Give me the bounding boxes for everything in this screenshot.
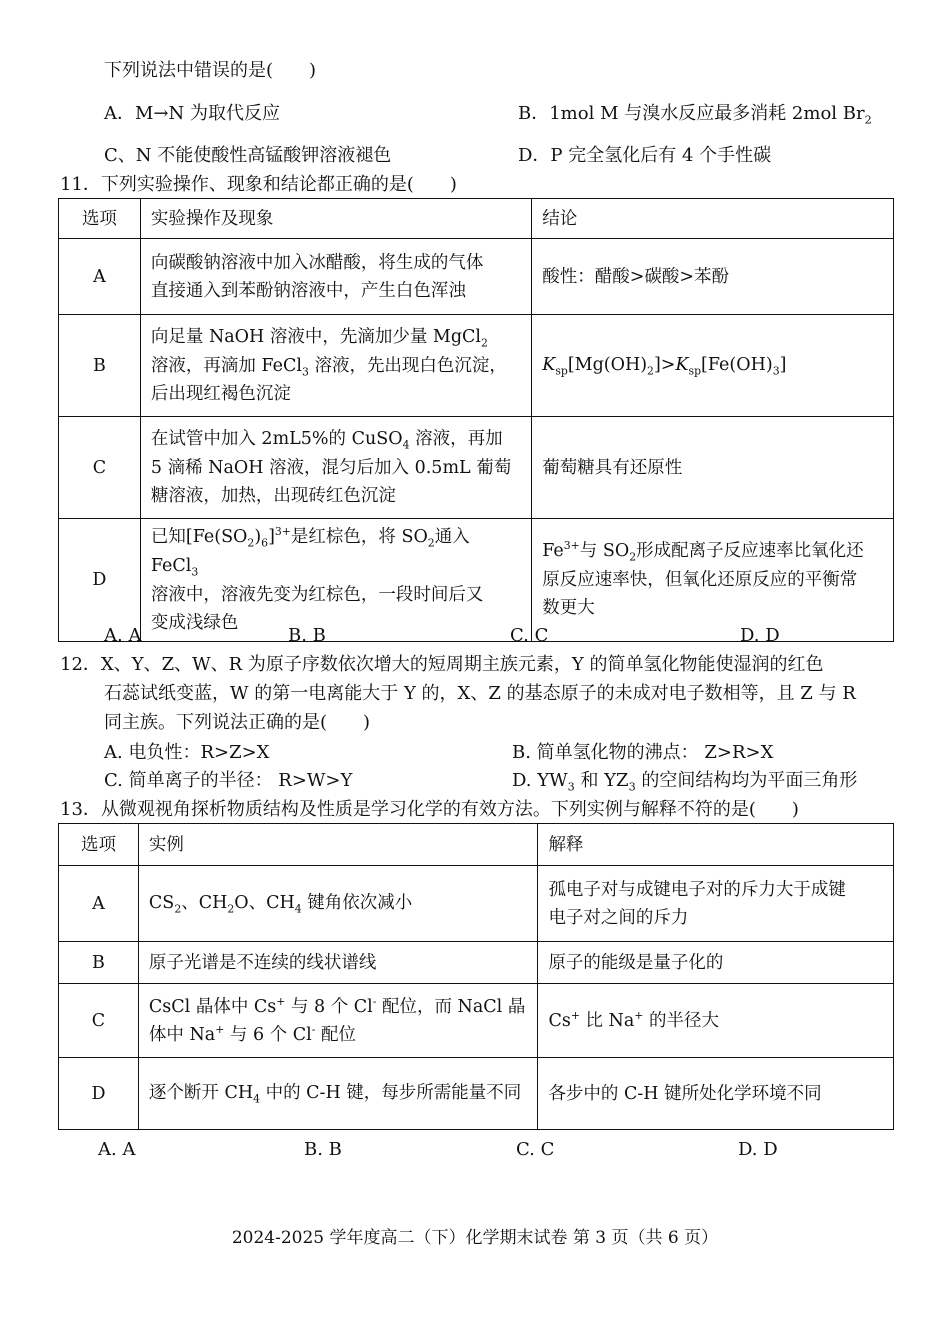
- q13-row-b: [59, 942, 894, 984]
- q11-answer-b: B. B: [288, 625, 326, 646]
- q12-option-a: A. 电负性：R>Z>X: [104, 742, 270, 763]
- q11-header-operation: 实验操作及现象: [140, 199, 531, 239]
- q11-header-option: 选项: [59, 199, 141, 239]
- q13-header-explanation: 解释: [538, 824, 894, 866]
- q11-answer-c: C. C: [510, 625, 549, 646]
- q11-stem: 11．下列实验操作、现象和结论都正确的是( ): [60, 174, 457, 195]
- q11-row-a-operation: 向碳酸钠溶液中加入冰醋酸，将生成的气体 直接通入到苯酚钠溶液中，产生白色浑浊: [140, 239, 531, 315]
- q13-answer-c: C. C: [516, 1139, 555, 1160]
- q11-answer-a: A. A: [104, 625, 142, 646]
- q13-header-row: [59, 824, 894, 866]
- page-footer: 2024-2025 学年度高二（下）化学期末试卷 第 3 页（共 6 页）: [231, 1228, 719, 1248]
- q13-row-d-explanation: 各步中的 C-H 键所处化学环境不同: [538, 1058, 894, 1130]
- q12-option-d: D. $YW_3$ 和 $YZ_3$ 的空间结构均为平面三角形: [512, 770, 858, 794]
- q11-answer-d: D. D: [740, 625, 780, 646]
- q11-row-d-key: D: [59, 519, 141, 642]
- q11-row-b-key: B: [59, 315, 141, 417]
- q12-stem-line-2: 石蕊试纸变蓝，W 的第一电离能大于 Y 的，X、Z 的基态原子的未成对电子数相等，且 Z 与 R: [104, 683, 856, 704]
- q11-row-c: [59, 417, 894, 519]
- q13-answer-b: B. B: [304, 1139, 342, 1160]
- q11-row-d-conclusion: $Fe^{3+}$与 $SO_2$形成配离子反应速率比氧化还 原反应速率快，但氧化还原反应的平衡常 数更大: [532, 519, 894, 642]
- q13-row-a-explanation: 孤电子对与成键电子对的斥力大于成键 电子对之间的斥力: [538, 866, 894, 942]
- q13-row-a: [59, 866, 894, 942]
- q10-option-c: C、N 不能使酸性高锰酸钾溶液褪色: [104, 145, 392, 166]
- q11-row-a-conclusion: 酸性：醋酸>碳酸>苯酚: [532, 239, 894, 315]
- q13-row-d-example: 逐个断开 $CH_4$ 中的 C-H 键，每步所需能量不同: [138, 1058, 538, 1130]
- q11-row-c-conclusion: 葡萄糖具有还原性: [532, 417, 894, 519]
- q13-row-c-key: C: [59, 984, 139, 1058]
- q13-header-example: 实例: [138, 824, 538, 866]
- q10-option-d: D．P 完全氢化后有 4 个手性碳: [518, 145, 772, 166]
- q13-row-c-example: CsCl 晶体中 Cs+ 与 8 个 Cl- 配位，而 NaCl 晶 体中 Na+ 与 6 个 Cl- 配位: [138, 984, 538, 1058]
- q13-header-option: 选项: [59, 824, 139, 866]
- q10-option-b: B．1mol M 与溴水反应最多消耗 2mol $Br_2$: [518, 103, 872, 127]
- q13-row-a-example: $CS_2$、$CH_2O$、$CH_4$ 键角依次减小: [138, 866, 538, 942]
- q11-row-d-operation: 已知$[Fe(SO_2)_6]^{3+}$是红棕色，将 $SO_2$通入 FeCl$_3$ 溶液中，溶液先变为红棕色，一段时间后又 变成浅绿色: [140, 519, 531, 642]
- q13-row-c-explanation: Cs+ 比 Na+ 的半径大: [538, 984, 894, 1058]
- q11-row-c-operation: 在试管中加入 2mL5%的 CuSO$_4$ 溶液，再加 5 滴稀 NaOH 溶液，混匀后加入 0.5mL 葡萄 糖溶液，加热，出现砖红色沉淀: [140, 417, 531, 519]
- q13-row-b-example: 原子光谱是不连续的线状谱线: [138, 942, 538, 984]
- q13-row-d: [59, 1058, 894, 1130]
- q13-row-d-key: D: [59, 1058, 139, 1130]
- q11-row-a-key: A: [59, 239, 141, 315]
- q12-stem-line-3: 同主族。下列说法正确的是( ): [104, 712, 371, 733]
- q11-header-row: [59, 199, 894, 239]
- q12-stem-line-1: 12．X、Y、Z、W、R 为原子序数依次增大的短周期主族元素，Y 的简单氢化物能使湿润的红色: [60, 654, 824, 675]
- q11-row-b-operation: 向足量 NaOH 溶液中，先滴加少量 MgCl$_2$ 溶液，再滴加 FeCl$_3$ 溶液，先出现白色沉淀， 后出现红褐色沉淀: [140, 315, 531, 417]
- q13-row-a-key: A: [59, 866, 139, 942]
- q11-row-b: [59, 315, 894, 417]
- q11-row-c-key: C: [59, 417, 141, 519]
- q10-option-a: A．M→N 为取代反应: [104, 103, 280, 124]
- q13-row-b-key: B: [59, 942, 139, 984]
- q13-row-c: [59, 984, 894, 1058]
- q13-table: [58, 823, 894, 1130]
- q13-row-b-explanation: 原子的能级是量子化的: [538, 942, 894, 984]
- q12-option-b: B. 简单氢化物的沸点： Z>R>X: [512, 742, 774, 763]
- q12-option-c: C. 简单离子的半径： R>W>Y: [104, 770, 353, 791]
- q10-stem: 下列说法中错误的是( ): [104, 60, 317, 81]
- q11-row-a: [59, 239, 894, 315]
- q11-table: [58, 198, 894, 642]
- q11-row-b-conclusion: $K_{sp}[Mg(OH)_2]>K_{sp}[Fe(OH)_3]$: [532, 315, 894, 417]
- q11-header-conclusion: 结论: [532, 199, 894, 239]
- q13-answer-d: D. D: [738, 1139, 778, 1160]
- q13-answer-a: A. A: [98, 1139, 136, 1160]
- q13-stem: 13．从微观视角探析物质结构及性质是学习化学的有效方法。下列实例与解释不符的是( ): [60, 799, 799, 820]
